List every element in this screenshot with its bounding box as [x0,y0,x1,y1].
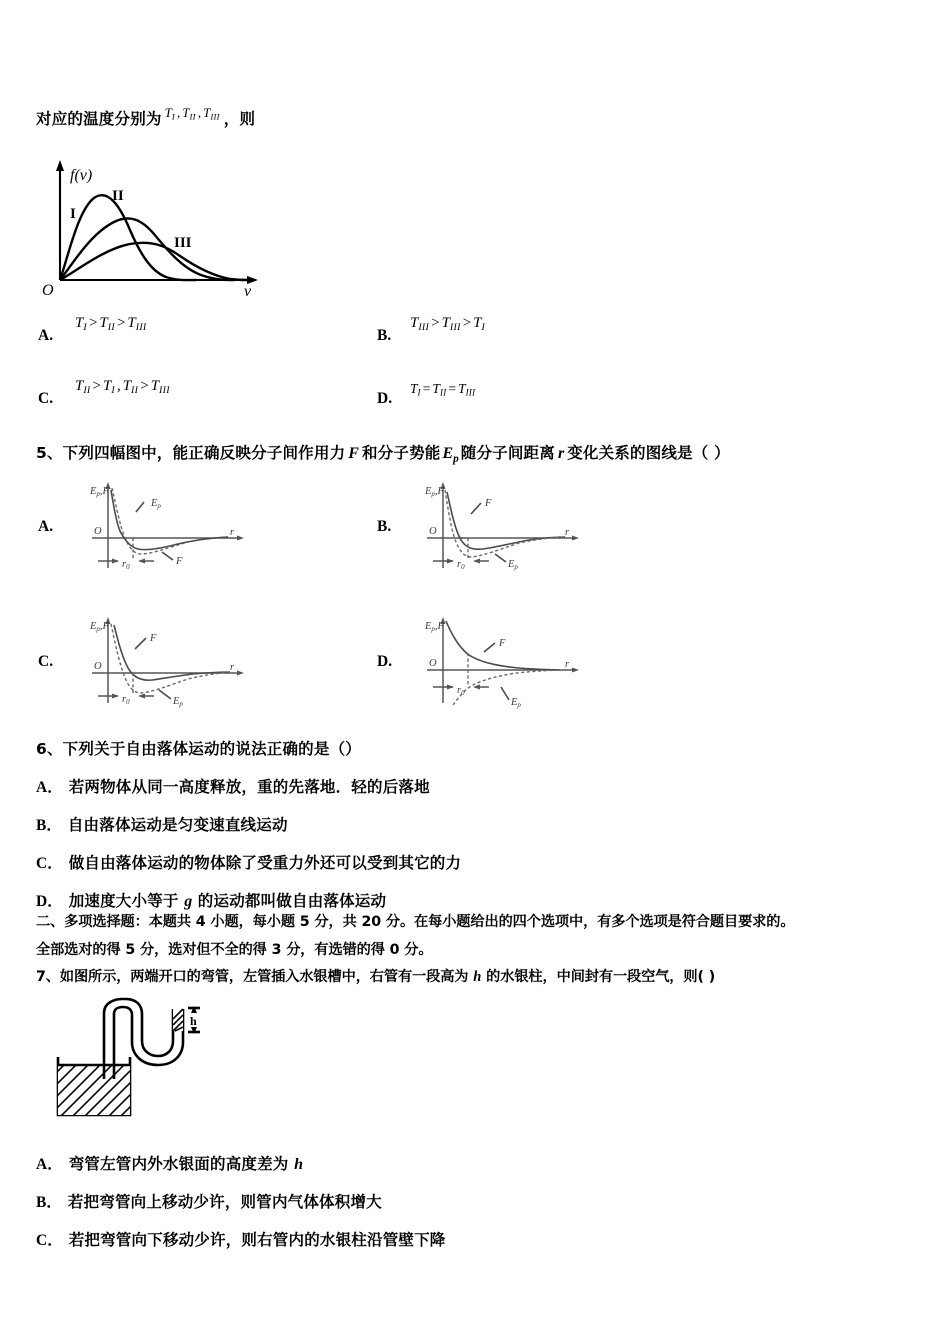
graph-c-origin-label: O [94,661,102,672]
graph-b-x-arrow [572,536,579,541]
graph-c-r0-left-arrow [112,694,119,699]
q5-stem-part4: 变化关系的图线是（ ） [567,444,730,462]
graph-d-origin-label: O [429,658,437,669]
q7-apparatus-figure [42,997,232,1147]
q5-stem [36,441,730,465]
q7-option-c-text: 若把弯管向下移动少许，则右管内的水银柱沿管壁下降 [68,1231,446,1249]
q5-graph-b[interactable] [413,478,613,583]
graph-c-Ep-leader [159,690,171,699]
graph-a-F-label: F [176,556,183,567]
q6-option-c-letter: C． [36,855,63,872]
q6-option-b-letter: B． [36,817,62,834]
graph-a-F-curve [111,490,228,550]
q6-option-a[interactable] [36,775,430,797]
q5-graph-c[interactable] [78,613,278,718]
q4-stem-prefix: 对应的温度分别为 [36,110,162,128]
graph-d-r0-left-arrow [447,685,454,690]
graph-d-r0-label: r0 [457,685,465,697]
q7-option-a-h: h [294,1156,304,1173]
graph-b-r0-left-arrow [447,559,454,564]
q5-stem-F: F [348,445,359,462]
y-axis-label: f(v) [70,167,93,184]
graph-b-Ep-curve [445,490,565,557]
x-axis-label: v [244,283,252,300]
q7-option-a-letter: A． [36,1156,63,1173]
q5-option-c-letter[interactable]: C. [38,653,54,670]
graph-b-F-leader [471,503,481,514]
graph-c-F-label: F [150,633,157,644]
graph-c-F-curve [114,625,230,680]
q7-option-b-letter: B． [36,1194,62,1211]
graph-a-x-arrow [237,536,244,541]
graph-b-F-label: F [485,498,492,509]
q6-stem: 6、下列关于自由落体运动的说法正确的是（） [36,740,361,758]
q5-option-d-letter[interactable]: D. [377,653,393,670]
q4-option-a-text[interactable]: $T_I > T_{II} > T_{III}$ [75,315,147,333]
curve-label-III: III [174,235,192,251]
graph-a-Ep-leader [136,502,144,512]
q4-stem [36,107,255,129]
graph-a-x-label: r [230,527,235,538]
q5-stem-part1: 5、下列四幅图中，能正确反映分子间作用力 [36,444,346,462]
q6-option-c[interactable] [36,851,461,873]
graph-b-y-label: Ep,F [425,486,444,498]
graph-b-F-curve [447,492,565,549]
maxwell-distribution-figure [38,152,278,300]
mercury-column-right-arm [173,1009,183,1031]
q6-option-d-text-prefix: 加速度大小等于 [68,892,185,910]
q7-option-a-text: 弯管左管内外水银面的高度差为 [68,1155,295,1173]
graph-d-Ep-label: Ep [511,697,521,709]
q6-option-d-letter: D． [36,893,63,910]
q5-stem-Ep: $E_p$ [442,445,459,466]
q4-option-d-text[interactable]: $T_I = T_{II} = T_{III}$ [410,381,476,398]
graph-a-r0-right-arrow [138,559,145,564]
graph-a-y-label: Ep,F [90,486,109,498]
graph-c-y-label: Ep,F [90,621,109,633]
graph-d-F-label: F [499,638,506,649]
graph-c-Ep-label: Ep [173,696,183,708]
q5-stem-r: r [557,445,565,462]
graph-d-F-leader [484,643,495,652]
curve-III [60,243,248,280]
curve-label-I: I [70,206,76,222]
q5-option-b-letter[interactable]: B. [377,518,392,535]
h-label: h [190,1014,197,1028]
graph-c-F-leader [135,638,146,649]
q6-option-a-letter: A． [36,779,63,796]
q5-stem-part3: 随分子间距离 [460,444,555,462]
section2-line1: 二、多项选择题：本题共 4 小题，每小题 5 分，共 20 分。在每小题给出的四个选项中，有多个选项是符合题目要求的。 [36,914,795,930]
origin-label: O [42,282,54,299]
h-dimension [188,1006,201,1034]
q5-option-a-letter[interactable]: A. [38,518,54,535]
q4-option-c-letter[interactable]: C. [38,390,54,407]
graph-b-origin-label: O [429,526,437,537]
graph-b-Ep-leader [495,554,506,562]
q6-option-b-text: 自由落体运动是匀变速直线运动 [67,816,288,834]
graph-c-Ep-curve [111,624,230,693]
q5-graph-a[interactable] [78,478,278,583]
graph-b-r0-label: r0 [457,559,465,571]
graph-c-x-label: r [230,662,235,673]
q7-option-b-text: 若把弯管向上移动少许，则管内气体体积增大 [67,1193,382,1211]
q4-option-d-letter[interactable]: D. [377,390,393,407]
q4-stem-suffix: ，则 [223,110,256,128]
section2-line2: 全部选对的得 5 分，选对但不全的得 3 分，有选错的得 0 分。 [36,942,433,958]
q6-option-d[interactable] [36,889,386,911]
q7-option-c-letter: C． [36,1232,63,1249]
graph-b-Ep-label: Ep [508,559,518,571]
q7-option-a[interactable] [36,1152,303,1174]
q6-option-b[interactable] [36,813,288,835]
q4-option-a-letter[interactable]: A. [38,327,54,344]
q5-stem-part2: 和分子势能 [361,444,441,462]
q7-option-b[interactable] [36,1190,382,1212]
graph-b-r0-right-arrow [473,559,480,564]
q4-option-c-text[interactable]: $T_{II} > T_I$ , $T_{II} > T_{III}$ [75,378,170,396]
graph-c-r0-label: r0 [122,694,130,706]
q6-option-d-text-suffix: 的运动都叫做自由落体运动 [192,892,387,910]
q4-option-b-letter[interactable]: B. [377,327,392,344]
q4-stem-symbols: TI , TII , TIII [164,105,220,122]
graph-a-F-leader [162,552,173,560]
graph-a-r0-left-arrow [112,559,119,564]
graph-a-origin-label: O [94,526,102,537]
q7-option-c[interactable] [36,1228,446,1250]
q6-option-d-g: g [184,893,193,910]
q7-stem-h: h [473,969,482,985]
graph-d-Ep-leader [501,687,509,700]
q7-stem-suffix: 的水银柱，中间封有一段空气，则( ) [481,969,716,985]
q5-graph-d[interactable] [413,613,613,718]
q6-option-c-text: 做自由落体运动的物体除了受重力外还可以受到其它的力 [68,854,462,872]
graph-a-r0-label: r0 [122,559,130,571]
curve-label-II: II [112,188,124,204]
graph-d-y-label: Ep,F [425,621,444,633]
graph-c-r0-right-arrow [138,694,145,699]
graph-d-x-arrow [572,668,579,673]
graph-c-x-arrow [237,671,244,676]
y-axis-arrow [56,160,64,171]
graph-d-x-label: r [565,659,570,670]
graph-d-Ep-curve [453,670,559,705]
q7-stem-prefix: 7、如图所示，两端开口的弯管，左管插入水银槽中，右管有一段高为 [36,969,474,985]
q7-stem [36,966,715,986]
q6-option-a-text: 若两物体从同一高度释放，重的先落地．轻的后落地 [68,778,430,796]
mercury-hatching [52,1057,136,1131]
q4-option-b-text[interactable]: $T_{III} > T_{III} > T_I$ [410,315,486,333]
graph-b-x-label: r [565,527,570,538]
graph-a-Ep-label: Ep [151,498,161,510]
